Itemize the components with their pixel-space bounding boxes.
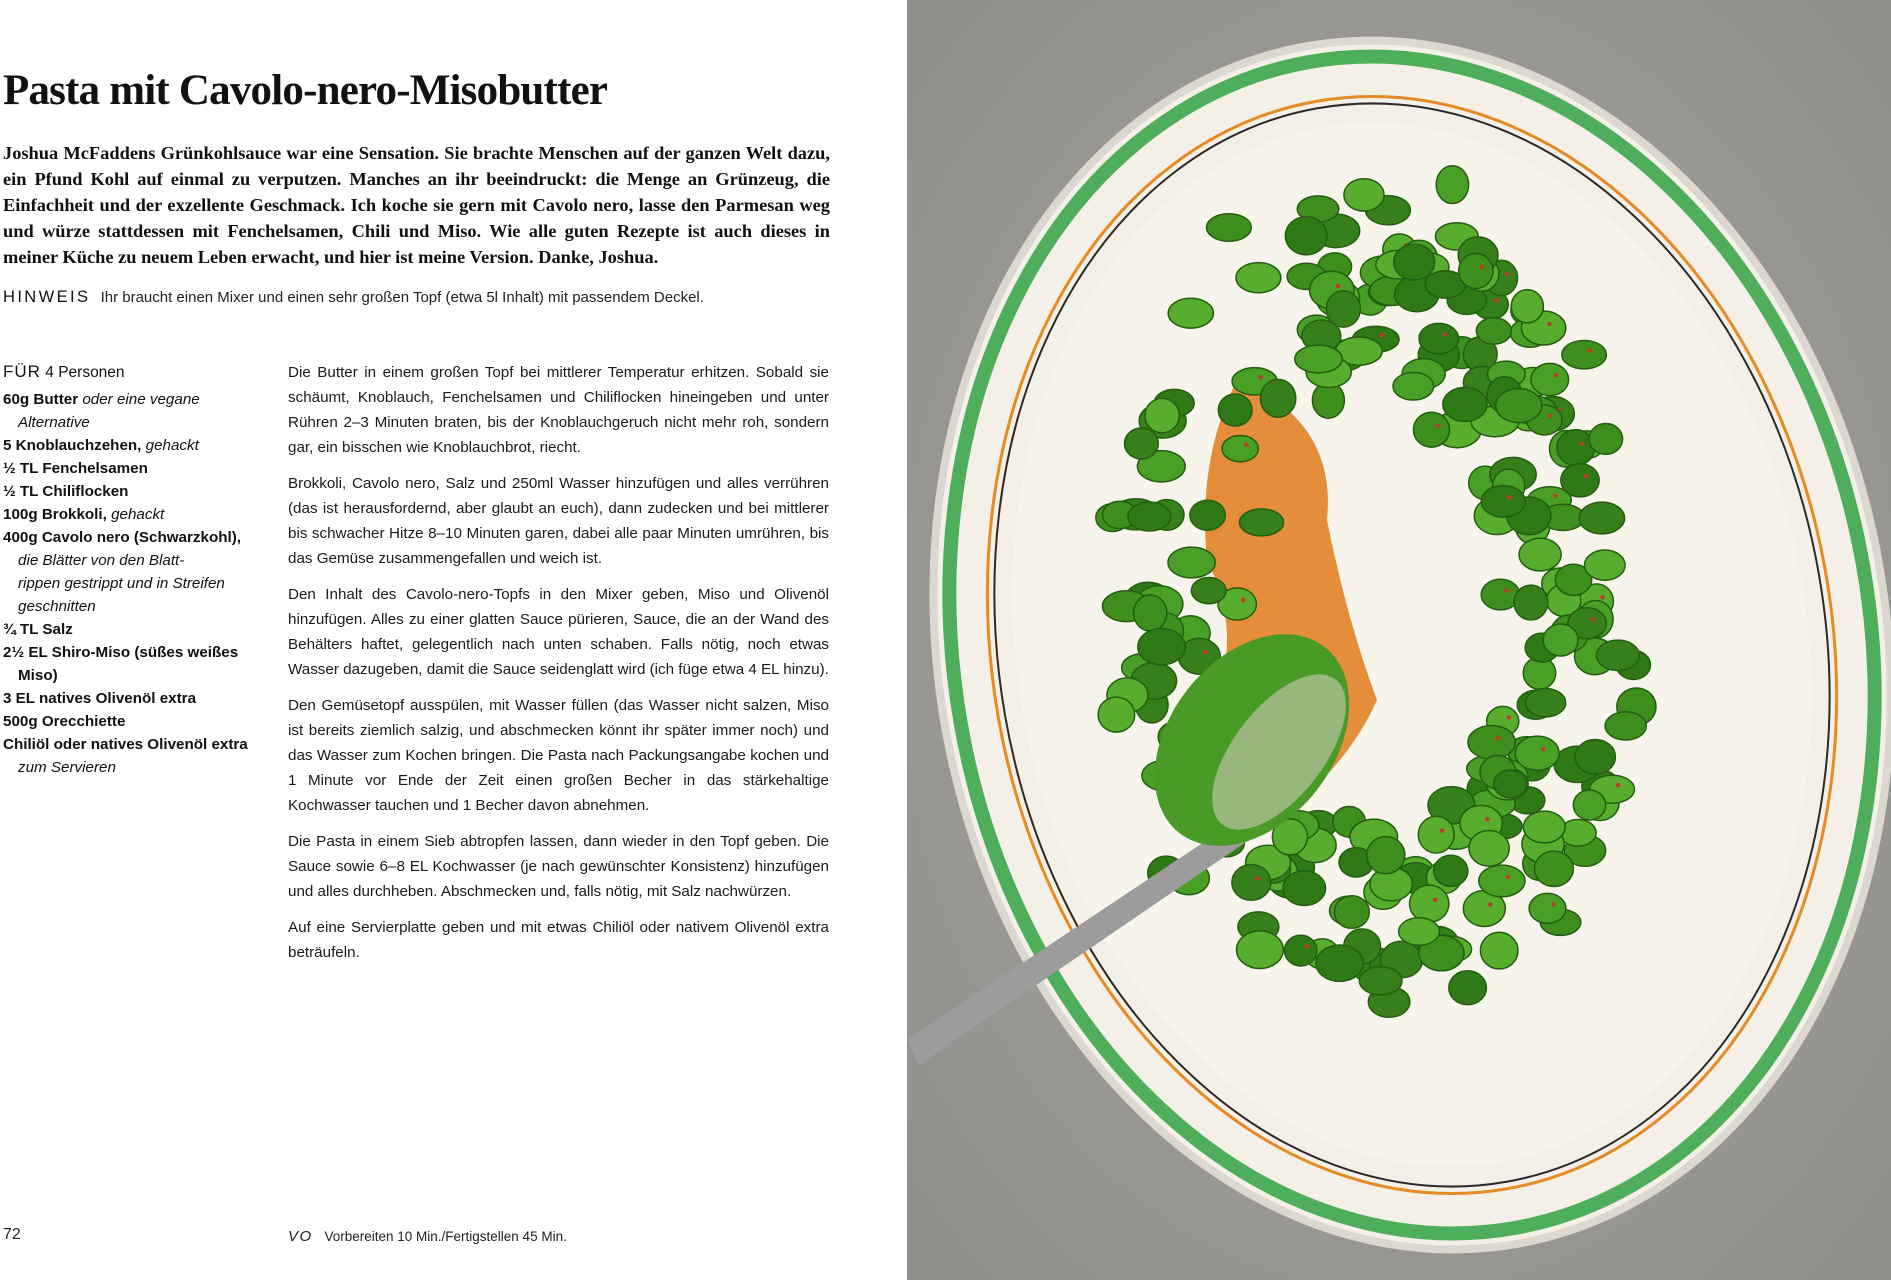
pasta-piece bbox=[1098, 697, 1135, 732]
pasta-piece bbox=[1476, 318, 1511, 344]
ingredient-amount: 2½ EL Shiro-Miso (süßes weißes bbox=[3, 644, 239, 661]
serves-label: FÜR bbox=[3, 362, 41, 381]
pasta-piece bbox=[1419, 323, 1459, 353]
pasta-piece bbox=[1543, 624, 1578, 656]
ingredient-amount: 400g Cavolo nero (Schwarzkohl), bbox=[3, 529, 241, 546]
pasta-piece bbox=[1207, 214, 1252, 242]
ingredient-note: gehackt bbox=[111, 506, 165, 523]
chili-flake bbox=[1480, 265, 1484, 269]
footer-time-text: Vorbereiten 10 Min./Fertigstellen 45 Min. bbox=[324, 1229, 567, 1244]
ingredient-item bbox=[3, 710, 253, 733]
chili-flake bbox=[1203, 650, 1207, 654]
pasta-piece bbox=[1573, 790, 1605, 820]
pasta-piece bbox=[1316, 945, 1363, 981]
photo-illustration bbox=[907, 0, 1891, 1280]
chili-flake bbox=[1433, 898, 1437, 902]
pasta-piece bbox=[1168, 298, 1213, 328]
ingredient-item bbox=[3, 526, 253, 618]
pasta-piece bbox=[1511, 290, 1543, 323]
pasta-piece bbox=[1145, 398, 1179, 432]
chili-flake bbox=[1241, 598, 1245, 602]
pasta-piece bbox=[1443, 387, 1487, 421]
ingredient-amount: 60g Butter bbox=[3, 391, 79, 408]
ingredient-item bbox=[3, 457, 253, 480]
pasta-piece bbox=[1496, 389, 1542, 423]
ingredient-amount: 3 EL natives Olivenöl extra bbox=[3, 690, 197, 707]
chili-flake bbox=[1255, 876, 1259, 880]
pasta-piece bbox=[1125, 428, 1159, 459]
pasta-piece bbox=[1393, 372, 1434, 400]
pasta-piece bbox=[1283, 871, 1326, 906]
pasta-piece bbox=[1514, 585, 1548, 620]
chili-flake bbox=[1485, 817, 1489, 821]
ingredients-list bbox=[3, 360, 253, 779]
chili-flake bbox=[1506, 875, 1510, 879]
method-steps bbox=[288, 360, 829, 976]
pasta-piece bbox=[1562, 341, 1607, 369]
method-step: Brokkoli, Cavolo nero, Salz und 250ml Wasser hinzufügen und alles verrühren (das ist herausfordernd, aber glaubt an euch), dann zudecken und bei mittlerer bis schwacher Hitze 8–10 Minuten garen, dabei alle paar Minuten umrühren, bis das Gemüse zusammengefallen und weich ist. bbox=[288, 475, 829, 567]
pasta-piece bbox=[1449, 971, 1487, 1005]
chili-flake bbox=[1553, 494, 1557, 498]
pasta-piece bbox=[1232, 865, 1271, 901]
recipe-text-page bbox=[0, 0, 907, 1280]
pasta-piece bbox=[1218, 394, 1252, 426]
chili-flake bbox=[1258, 375, 1262, 379]
pasta-piece bbox=[1410, 885, 1449, 922]
pasta-piece bbox=[1239, 509, 1283, 536]
pasta-piece bbox=[1191, 578, 1226, 604]
ingredient-item bbox=[3, 733, 253, 779]
pasta-piece bbox=[1589, 424, 1623, 455]
serves-line bbox=[3, 360, 253, 384]
ingredient-amount: ¾ TL Salz bbox=[3, 621, 73, 638]
pasta-piece bbox=[1168, 547, 1215, 578]
recipe-intro: Joshua McFaddens Grünkohlsauce war eine Sensation. Sie brachte Menschen auf der ganzen Welt dazu, ein Pfund Kohl auf einmal zu verputzen. Manches an ihr beeindruckt: die Menge an Grünzeug, die Einfachheit und der exzellente Geschmack. Ich koche sie gern mit Cavolo nero, lasse den Parmesan weg und würze stattdessen mit Fenchelsamen, Chili und Miso. Wie alle guten Rezepte ist auch dieses in meiner Küche zu neuem Leben erwacht, und hier ist meine Version. Danke, Joshua. bbox=[3, 143, 830, 267]
chili-flake bbox=[1584, 474, 1588, 478]
method-step: Den Inhalt des Cavolo-nero-Topfs in den Mixer geben, Miso und Olivenöl hinzufügen. Alles zu einer glatten Sauce pürieren, Sauce, die an der Wand des Behälters haftet, gelegentlich nach unten schaben. Falls nötig, noch etwas Wasser dazugeben, damit die Sauce seidenglatt wird (ich füge etwa 4 EL hinzu). bbox=[288, 586, 829, 678]
footer-tag: VO bbox=[288, 1228, 313, 1245]
ingredient-amount: Chiliöl oder natives Olivenöl extra bbox=[3, 736, 248, 753]
chili-flake bbox=[1488, 902, 1492, 906]
hinweis-text: Ihr braucht einen Mixer und einen sehr großen Topf (etwa 5l Inhalt) mit passendem Deckel. bbox=[100, 289, 704, 306]
chili-flake bbox=[1547, 322, 1551, 326]
pasta-piece bbox=[1260, 379, 1295, 417]
pasta-piece bbox=[1529, 893, 1566, 923]
page-number: 72 bbox=[3, 1226, 21, 1243]
pasta-piece bbox=[1523, 811, 1565, 843]
ingredient-amount: 500g Orecchiette bbox=[3, 713, 126, 730]
chili-flake bbox=[1244, 442, 1248, 446]
chili-flake bbox=[1507, 495, 1511, 499]
hinweis-label: HINWEIS bbox=[3, 288, 91, 306]
ingredient-note: gehackt bbox=[145, 437, 199, 454]
pasta-piece bbox=[1399, 918, 1440, 945]
chili-flake bbox=[1504, 588, 1508, 592]
pasta-piece bbox=[1285, 935, 1317, 966]
ingredient-item bbox=[3, 618, 253, 641]
pasta-piece bbox=[1519, 538, 1561, 571]
chili-flake bbox=[1541, 747, 1545, 751]
pasta-piece bbox=[1394, 244, 1435, 280]
chili-flake bbox=[1507, 715, 1511, 719]
ingredient-amount: 5 Knoblauchzehen, bbox=[3, 437, 142, 454]
ingredient-note: zum Servieren bbox=[18, 759, 116, 776]
pasta-piece bbox=[1494, 770, 1527, 798]
pasta-piece bbox=[1236, 263, 1281, 293]
ingredient-item bbox=[3, 687, 253, 710]
chili-flake bbox=[1548, 414, 1552, 418]
chili-flake bbox=[1588, 349, 1592, 353]
pasta-piece bbox=[1480, 932, 1518, 969]
ingredient-note: geschnitten bbox=[18, 598, 96, 615]
pasta-piece bbox=[1526, 689, 1566, 717]
pasta-piece bbox=[1367, 837, 1405, 874]
chili-flake bbox=[1591, 617, 1595, 621]
pasta-piece bbox=[1190, 500, 1225, 530]
pasta-piece bbox=[1459, 254, 1493, 289]
ingredient-item bbox=[3, 503, 253, 526]
pasta-piece bbox=[1237, 931, 1284, 969]
pasta-piece bbox=[1561, 464, 1599, 497]
ingredient-note: die Blätter von den Blatt- bbox=[18, 552, 185, 569]
pasta-piece bbox=[1585, 550, 1626, 580]
ingredient-amount: ½ TL Fenchelsamen bbox=[3, 460, 148, 477]
pasta-piece bbox=[1534, 851, 1573, 886]
chili-flake bbox=[1336, 284, 1340, 288]
pasta-piece bbox=[1481, 486, 1525, 518]
chili-flake bbox=[1551, 902, 1555, 906]
pasta-platter-photo bbox=[907, 0, 1891, 1280]
ingredient-note: Alternative bbox=[18, 414, 90, 431]
pasta-piece bbox=[1479, 865, 1525, 897]
pasta-piece bbox=[1575, 740, 1615, 775]
chili-flake bbox=[1443, 332, 1447, 336]
pasta-piece bbox=[1418, 816, 1454, 853]
pasta-piece bbox=[1515, 736, 1559, 770]
prep-time-footer bbox=[288, 1228, 567, 1245]
pasta-piece bbox=[1138, 629, 1185, 665]
ingredient-item bbox=[3, 434, 253, 457]
ingredient-item bbox=[3, 480, 253, 503]
ingredient-item bbox=[3, 641, 253, 687]
hinweis-note bbox=[3, 288, 883, 307]
method-step: Die Pasta in einem Sieb abtropfen lassen, dann wieder in den Topf geben. Die Sauce sowie 6–8 EL Kochwasser (je nach gewünschter Konsistenz) hinzufügen und alles durchheben. Abschmecken und, falls nötig, mit Salz nachwürzen. bbox=[288, 833, 829, 900]
pasta-piece bbox=[1605, 712, 1646, 740]
pasta-piece bbox=[1134, 595, 1167, 631]
pasta-piece bbox=[1359, 967, 1402, 995]
method-step: Den Gemüsetopf ausspülen, mit Wasser füllen (das Wasser nicht salzen, Miso ist bereits ziemlich salzig, und abschmecken könnt ihr später immer noch) und das Wasser zum Kochen bringen. Die Pasta nach Packungsangabe kochen und 1 Minute vor Ende der Zeit einen großen Becher in das stärkehaltige Kochwasser tauchen und 1 Becher davon abnehmen. bbox=[288, 697, 829, 814]
chili-flake bbox=[1616, 783, 1620, 787]
chili-flake bbox=[1580, 441, 1584, 445]
chili-flake bbox=[1305, 944, 1309, 948]
method-step: Auf eine Servierplatte geben und mit etwas Chiliöl oder nativem Olivenöl extra beträufeln. bbox=[288, 919, 829, 961]
chili-flake bbox=[1554, 373, 1558, 377]
pasta-piece bbox=[1344, 179, 1384, 211]
pasta-piece bbox=[1285, 217, 1327, 255]
pasta-piece bbox=[1579, 502, 1624, 534]
chili-flake bbox=[1435, 424, 1439, 428]
ingredient-note: Miso) bbox=[18, 667, 58, 684]
chili-flake bbox=[1505, 272, 1509, 276]
ingredient-item bbox=[3, 388, 253, 434]
chili-flake bbox=[1380, 333, 1384, 337]
ingredient-amount: ½ TL Chiliflocken bbox=[3, 483, 129, 500]
pasta-piece bbox=[1434, 855, 1468, 886]
chili-flake bbox=[1495, 736, 1499, 740]
ingredient-amount: 100g Brokkoli, bbox=[3, 506, 107, 523]
pasta-piece bbox=[1334, 896, 1369, 929]
chili-flake bbox=[1600, 595, 1604, 599]
recipe-title: Pasta mit Cavolo-nero-Misobutter bbox=[3, 67, 608, 114]
pasta-piece bbox=[1597, 640, 1640, 670]
pasta-piece bbox=[1436, 166, 1468, 204]
pasta-piece bbox=[1295, 345, 1342, 373]
chili-flake bbox=[1440, 828, 1444, 832]
chili-flake bbox=[1495, 298, 1499, 302]
pasta-piece bbox=[1469, 831, 1509, 867]
serves-value: 4 Personen bbox=[45, 364, 125, 381]
ingredient-note: rippen gestrippt und in Streifen bbox=[18, 575, 225, 592]
method-step: Die Butter in einem großen Topf bei mittlerer Temperatur erhitzen. Sobald sie schäumt, Knoblauch, Fenchelsamen und Chiliflocken hineingeben und unter Rühren 2–3 Minuten braten, bis der Knoblauchgeruch nicht mehr roh, sondern gar, ein bisschen wie Knoblauchbrot, riecht. bbox=[288, 364, 829, 456]
pasta-piece bbox=[1222, 436, 1258, 462]
pasta-piece bbox=[1414, 412, 1450, 447]
pasta-piece bbox=[1531, 363, 1569, 395]
pasta-piece bbox=[1468, 726, 1515, 760]
ingredient-note: oder eine vegane bbox=[82, 391, 200, 408]
pasta-piece bbox=[1128, 502, 1171, 531]
